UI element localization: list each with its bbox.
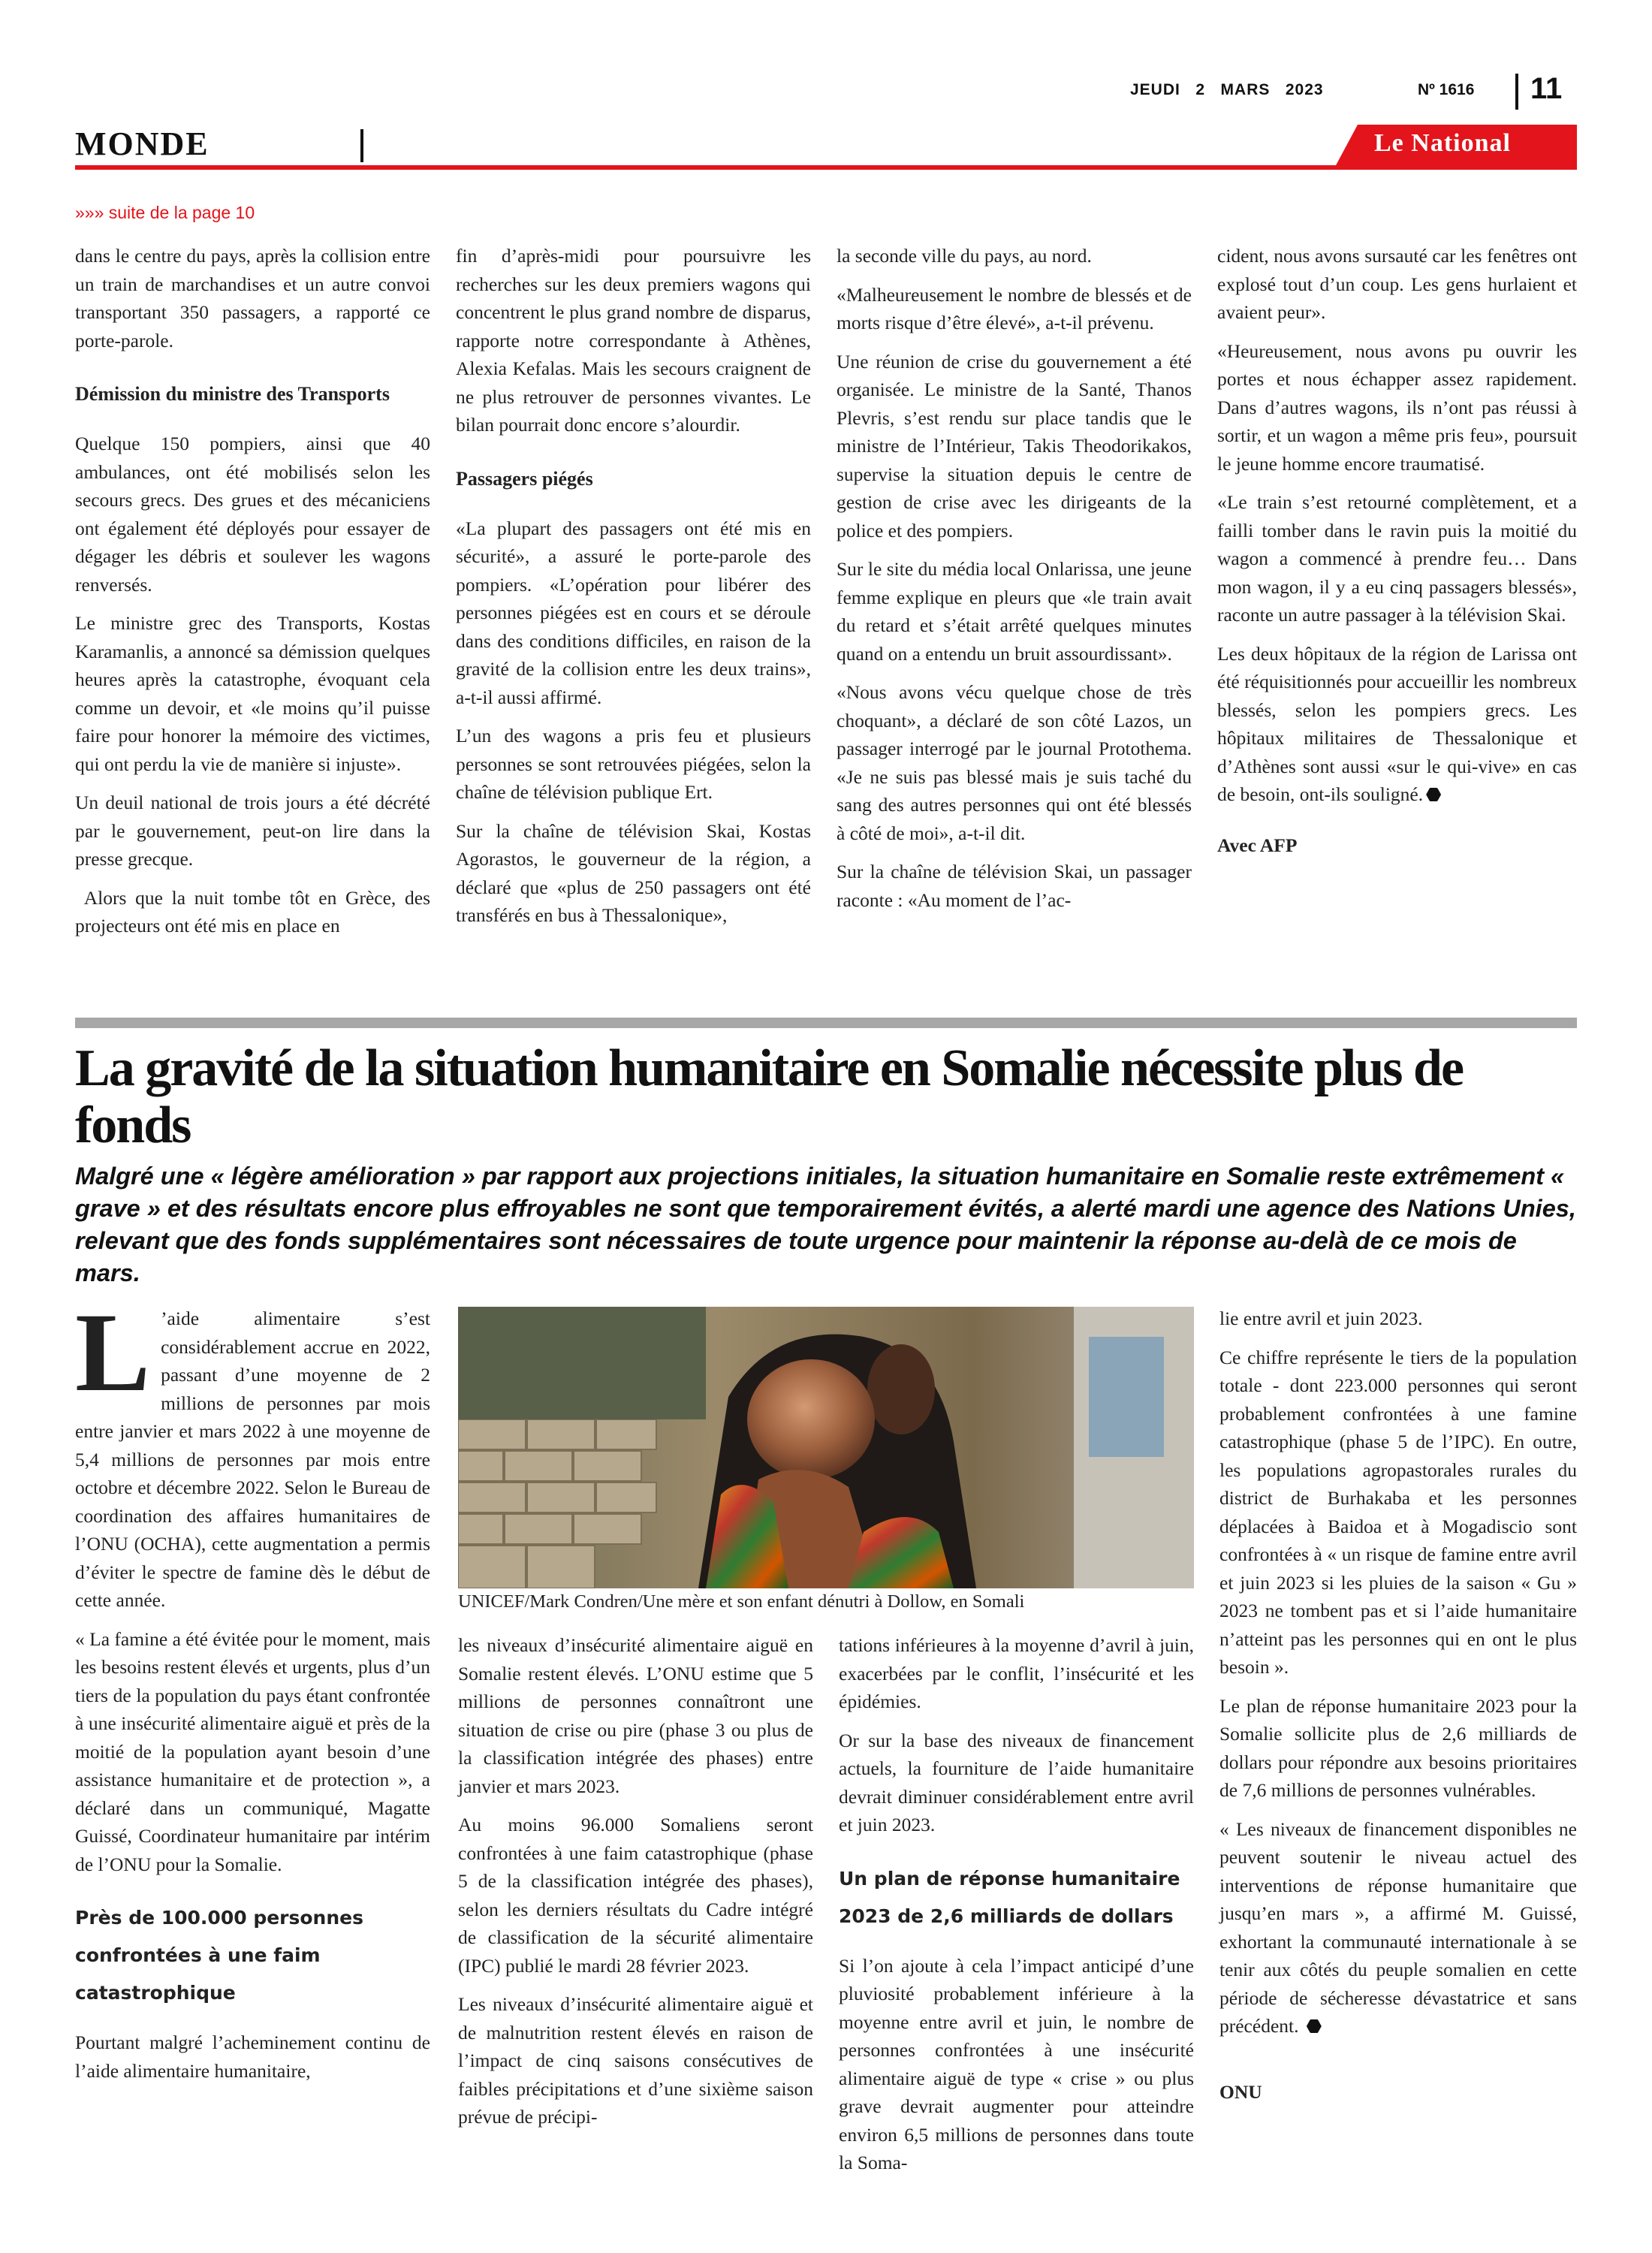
article-divider bbox=[75, 1018, 1577, 1028]
top-article-col-4 bbox=[1217, 242, 1577, 870]
paragraph bbox=[1219, 1815, 1577, 2040]
main-article-col-2 bbox=[458, 1631, 813, 2142]
paragraph: Or sur la base des niveaux de financement actuels, la fourniture de l’aide humanitaire devrait diminuer considérablement entre avril et juin 2023. bbox=[839, 1729, 1194, 1835]
issue-date: JEUDI 2 MARS 2023 bbox=[1130, 81, 1324, 98]
main-article-col-4 bbox=[1219, 1304, 1577, 2116]
paragraph: «Heureusement, nous avons pu ouvrir les portes et nous échapper assez rapidement. Dans d’autres wagons, ils n’ont pas réussi à sortir, et un wagon a même pris feu», poursuit le jeune homme encore traumatisé. bbox=[1217, 339, 1577, 475]
paragraph: «Malheureusement le nombre de blessés et de morts risque d’être élevé», a-t-il prévenu. bbox=[837, 283, 1192, 333]
end-mark-icon bbox=[1307, 2019, 1322, 2034]
paragraph: Les niveaux d’insécurité alimentaire aiguë et de malnutrition restent élevés en raison de l’impact de cinq saisons consécutives de faibles précipitations et d’une sixième saison prévue de précipi- bbox=[458, 1993, 813, 2128]
paragraph: Sur le site du média local Onlarissa, une jeune femme explique en pleurs que «le train avait du retard et s’était arrêté quelques minutes quand on a entendu un bruit assourdissant». bbox=[837, 558, 1192, 665]
paragraph: Ce chiffre représente le tiers de la population totale - dont 223.000 personnes qui seront probablement confrontées à une famine catastrophique (phase 5 de l’IPC). En outre, les populations agropastorales rurales du district de Burhakaba et les personnes déplacées à Baidoa et à Mogadiscio sont confrontées à « un risque de famine entre avril et juin 2023 si les pluies de la saison « Gu » 2023 ne tombent pas et si l’aide humanitaire n’atteint pas les personnes qui en ont le plus besoin ». bbox=[1219, 1346, 1577, 1678]
subheading: Démission du ministre des Transports bbox=[75, 383, 390, 405]
paragraph: lie entre avril et juin 2023. bbox=[1219, 1307, 1423, 1329]
paragraph: Quelque 150 pompiers, ainsi que 40 ambulances, ont été mobilisés selon les secours grecs. Des grues et des mécaniciens ont également été déployés pour essayer de dégager les débris et soulever les wagons renversés. bbox=[75, 433, 430, 596]
paragraph: Un deuil national de trois jours a été décrété par le gouvernement, peut-on lire dans la presse grecque. bbox=[75, 792, 430, 870]
paragraph: la seconde ville du pays, au nord. bbox=[837, 245, 1092, 267]
article-photo bbox=[458, 1307, 1194, 1588]
section-title: MONDE bbox=[75, 125, 210, 162]
paragraph-text: ’aide alimentaire s’est considérablement accrue en 2022, passant d’une moyenne de 2 millions de personnes par mois entre janvier et mars 2022 à une moyenne de 5,4 millions de personnes par mois entre octobre et décembre 2022. Selon le Bureau de coordination des affaires humanitaires de l’ONU (OCHA), cette augmentation a permis d’éviter le spectre de famine dès le début de cette année. bbox=[75, 1307, 430, 1611]
paragraph: «Nous avons vécu quelque chose de très choquant», a déclaré de son côté Lazos, un passager interrogé par le journal Protothema. «Je ne suis pas blessé mais je suis taché du sang des autres personnes qui ont été blessés à côté de moi», a-t-il dit. bbox=[837, 681, 1192, 844]
paragraph: Sur la chaîne de télévision Skai, un passager raconte : «Au moment de l’ac- bbox=[837, 861, 1192, 911]
article-lede: Malgré une « légère amélioration » par rapport aux projections initiales, la situation humanitaire en Somalie reste extrêmement « grave » et des résultats encore plus effroyables ne sont que temporairement évités, a alerté mardi une agence des Nations Unies, relevant que des fonds supplémentaires sont nécessaires de toute urgence pour maintenir la réponse au-delà de ce mois de mars. bbox=[75, 1163, 1576, 1286]
paragraph: tations inférieures à la moyenne d’avril à juin, exacerbées par le conflit, l’insécurité et les épidémies. bbox=[839, 1634, 1194, 1712]
paragraph: Si l’on ajoute à cela l’impact anticipé d’une pluviosité probablement inférieure à la moyenne entre avril et juin, le nombre de personnes confrontées à une insécurité alimentaire aiguë de type « crise » ou plus grave devrait augmenter pour atteindre environ 6,5 millions de personnes dans toute la Soma- bbox=[839, 1954, 1194, 2173]
paragraph: Au moins 96.000 Somaliens seront confrontées à une faim catastrophique (phase 5 de la classification intégrée des phases), selon les derniers résultats du Cadre intégré de classification de la sécurité alimentaire (IPC) publié le mardi 28 février 2023. bbox=[458, 1814, 813, 1977]
article-headline: La gravité de la situation humanitaire en Somalie nécessite plus de fonds bbox=[75, 1039, 1464, 1154]
section-divider bbox=[360, 129, 363, 162]
paragraph: « La famine a été évitée pour le moment, mais les besoins restent élevés et urgents, plus d’un tiers de la population du pays étant confrontée à une insécurité alimentaire aiguë et près de la moitié de la population ayant besoin d’une assistance humanitaire et de protection », a déclaré dans un communiqué, Magatte Guissé, Coordinateur humanitaire par intérim de l’ONU pour la Somalie. bbox=[75, 1627, 430, 1875]
photo-caption: UNICEF/Mark Condren/Une mère et son enfant dénutri à Dollow, en Somali bbox=[458, 1591, 1025, 1612]
paragraph-text: Les deux hôpitaux de la région de Larissa ont été réquisitionnés pour accueillir les nombreux blessés, selon les pompiers grecs. Les hôpitaux militaires de Thessalonique et d’Athènes sont aussi «sur le qui-vive» en cas de besoin, ont-ils souligné. bbox=[1217, 642, 1577, 805]
paragraph: «La plupart des passagers ont été mis en sécurité», a assuré le porte-parole des pompiers. «L’opération pour libérer des personnes piégées est en cours et se déroule dans des conditions difficiles, en raison de la gravité de la collision entre les deux trains», a-t-il aussi affirmé. bbox=[456, 517, 811, 708]
drop-cap: L bbox=[75, 1290, 151, 1415]
paragraph bbox=[1217, 640, 1577, 809]
paragraph: Pourtant malgré l’acheminement continu de l’aide alimentaire humanitaire, bbox=[75, 2031, 430, 2082]
paragraph bbox=[75, 1290, 430, 1615]
top-article-col-2 bbox=[456, 242, 811, 940]
issue-number: Nº 1616 bbox=[1418, 81, 1475, 98]
top-article-col-3 bbox=[837, 242, 1192, 924]
paragraph: Le ministre grec des Transports, Kostas Karamanlis, a annoncé sa démission quelques heures après la catastrophe, évoquant cela comme un devoir, et «le moins qu’il puisse faire pour honorer la mémoire des victimes, qui ont perdu la vie de manière si injuste». bbox=[75, 612, 430, 775]
paragraph: cident, nous avons sursauté car les fenêtres ont explosé tout d’un coup. Les gens hurlaient et avaient peur». bbox=[1217, 245, 1577, 323]
main-article-col-1 bbox=[75, 1290, 430, 2095]
main-article-col-3 bbox=[839, 1631, 1194, 2188]
paragraph: «Le train s’est retourné complètement, et a failli tomber dans le ravin puis la moitié du wagon a commencé à prendre feu… Dans mon wagon, il y a eu cinq passagers blessés», raconte un autre passager à la télévision Skai. bbox=[1217, 491, 1577, 626]
subheading: Passagers piégés bbox=[456, 467, 593, 490]
byline: Avec AFP bbox=[1217, 834, 1298, 856]
page-number: 11 bbox=[1530, 72, 1563, 105]
paragraph-text: « Les niveaux de financement disponibles ne peuvent soutenir le niveau actuel des interventions de réponse humanitaire que jusqu’en mars », a affirmé M. Guissé, exhortant la communauté internationale à se tenir aux côtés du peuple somalien en cette période de sécheresse dévastatrice et sans précédent. bbox=[1219, 1817, 1577, 2037]
photo-illustration bbox=[458, 1307, 1194, 1588]
paragraph: Le plan de réponse humanitaire 2023 pour la Somalie sollicite plus de 2,6 milliards de dollars pour répondre aux besoins prioritaires de 7,6 millions de personnes vulnérables. bbox=[1219, 1694, 1577, 1801]
top-article-col-1 bbox=[75, 242, 436, 951]
paragraph: dans le centre du pays, après la collision entre un train de marchandises et un autre convoi transportant 350 passagers, a rapporté ce porte-parole. bbox=[75, 245, 430, 351]
brand-name: Le National bbox=[1374, 129, 1511, 157]
header-divider bbox=[1515, 74, 1518, 110]
continuation-note[interactable]: »»» suite de la page 10 bbox=[75, 203, 255, 222]
byline: ONU bbox=[1219, 2080, 1262, 2103]
header-rule bbox=[75, 165, 1577, 170]
subheading: Un plan de réponse humanitaire 2023 de 2,6 milliards de dollars bbox=[839, 1867, 1180, 1927]
end-mark-icon bbox=[1426, 787, 1441, 802]
paragraph: L’un des wagons a pris feu et plusieurs personnes se sont retrouvées piégées, selon la chaîne de télévision publique Ert. bbox=[456, 725, 811, 803]
subheading: Près de 100.000 personnes confrontées à une faim catastrophique bbox=[75, 1907, 363, 2004]
paragraph: fin d’après-midi pour poursuivre les recherches sur les deux premiers wagons qui concentrent le plus grand nombre de disparus, rapporte notre correspondante à Athènes, Alexia Kefalas. Mais les secours craignent de ne plus retrouver de personnes vivantes. Le bilan pourrait donc encore s’alourdir. bbox=[456, 245, 811, 436]
paragraph: Sur la chaîne de télévision Skai, Kostas Agorastos, le gouverneur de la région, a déclaré que «plus de 250 passagers ont été transférés en bus à Thessalonique», bbox=[456, 819, 811, 926]
paragraph: Une réunion de crise du gouvernement a été organisée. Le ministre de la Santé, Thanos Plevris, s’est rendu sur place tandis que le ministre de l’Intérieur, Takis Theodorikakos, supervise la situation depuis le centre de gestion de crise avec les dirigeants de la police et des pompiers. bbox=[837, 350, 1192, 541]
paragraph: Alors que la nuit tombe tôt en Grèce, des projecteurs ont été mis en place en bbox=[75, 886, 436, 936]
paragraph: les niveaux d’insécurité alimentaire aiguë en Somalie restent élevés. L’ONU estime que 5 millions de personnes connaîtront une situation de crise ou pire (phase 3 ou plus de la classification intégrée des phases) entre janvier et mars 2023. bbox=[458, 1634, 813, 1797]
